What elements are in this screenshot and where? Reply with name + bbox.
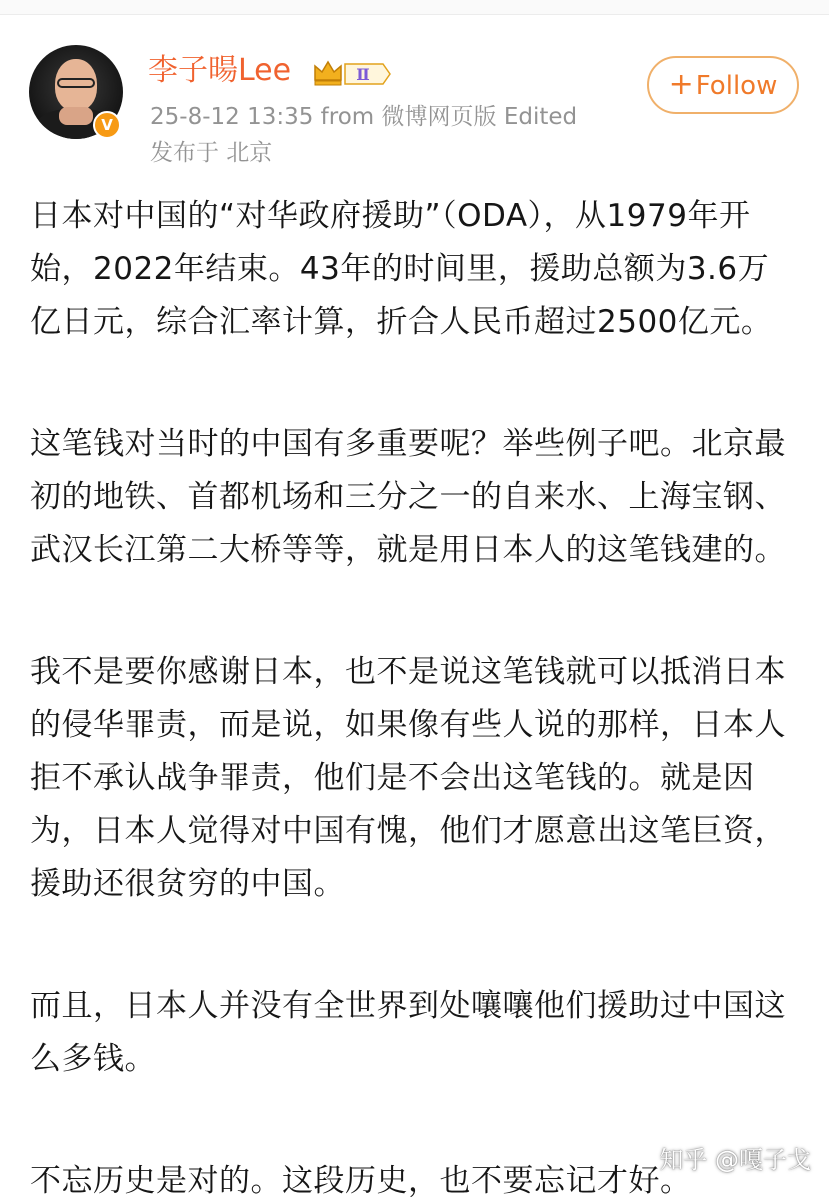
user-name[interactable]: 李子暘Lee (148, 53, 292, 88)
post-body (30, 190, 800, 1200)
level-text: Ⅱ (356, 65, 370, 84)
follow-button[interactable] (647, 56, 799, 114)
post-paragraph: 我不是要你感谢日本，也不是说这笔钱就可以抵消日本的侵华罪责，而是说，如果像有些人说的那样，日本人拒不承认战争罪责，他们是不会出这笔钱的。就是因为，日本人觉得对中国有愧，他们才愿意出这笔巨资，援助还很贫穷的中国。 (30, 654, 786, 902)
avatar-glasses (57, 78, 95, 88)
verified-icon: V (93, 111, 121, 139)
post-paragraph: 这笔钱对当时的中国有多重要呢？举些例子吧。北京最初的地铁、首都机场和三分之一的自来水、上海宝钢、武汉长江第二大桥等等，就是用日本人的这笔钱建的。 (30, 426, 786, 568)
top-edge (0, 0, 829, 15)
post-paragraph: 日本对中国的“对华政府援助”（ODA），从1979年开始，2022年结束。43年的时间里，援助总额为3.6万亿日元，综合汇率计算，折合人民币超过2500亿元。 (30, 198, 773, 340)
zhihu-watermark: 知乎 @嘎子戈 (659, 1146, 811, 1174)
follow-label: Follow (695, 71, 778, 101)
post-meta: 25-8-12 13:35 from 微博网页版 Edited (150, 104, 578, 130)
post-location: 发布于 北京 (150, 140, 273, 166)
post-paragraph: 而且，日本人并没有全世界到处嚷嚷他们援助过中国这么多钱。 (30, 988, 786, 1077)
plus-icon: + (668, 67, 694, 102)
avatar-hands (59, 107, 93, 125)
post-paragraph: 不忘历史是对的。这段历史，也不要忘记才好。 (30, 1163, 692, 1199)
crown-level-badge-icon[interactable] (311, 58, 393, 90)
